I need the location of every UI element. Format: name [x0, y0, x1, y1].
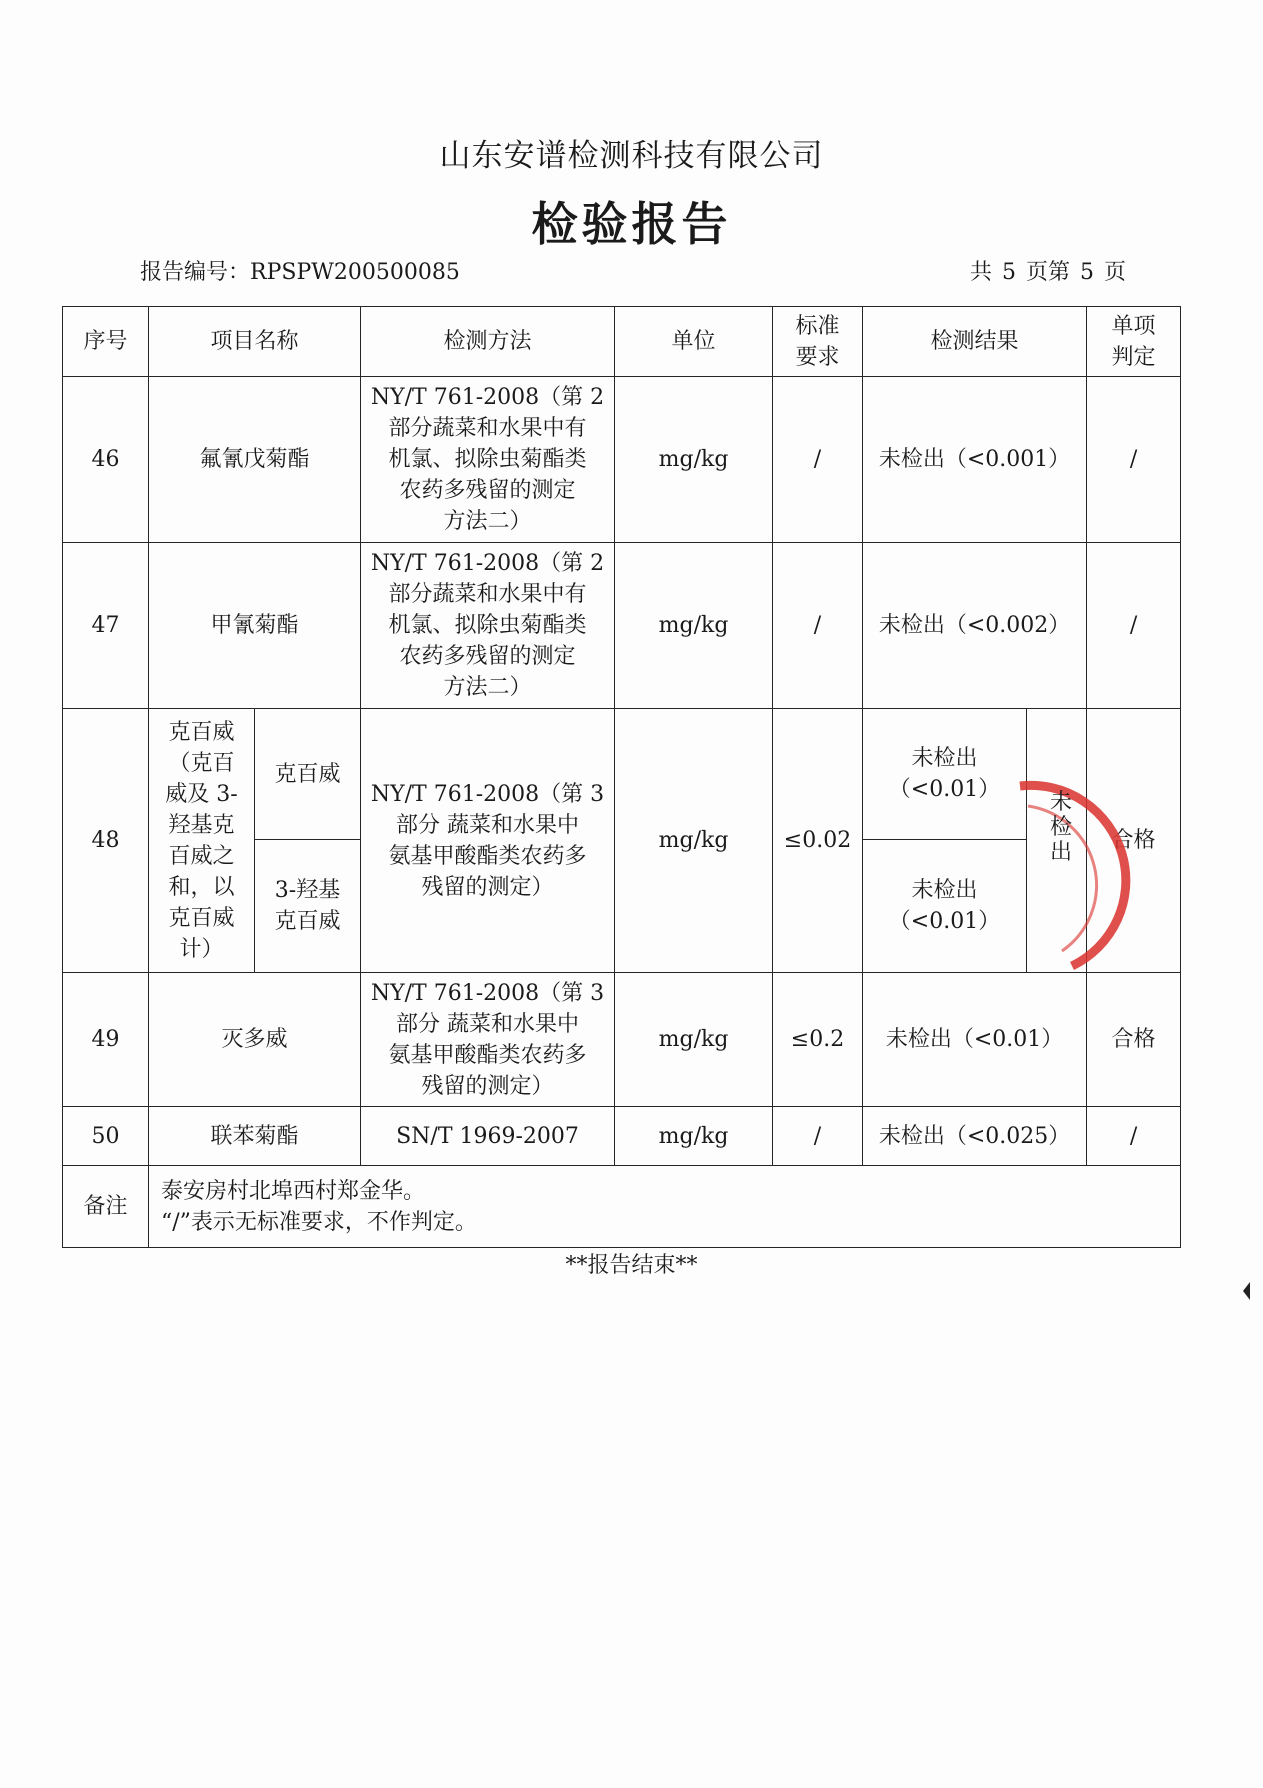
header-standard-line-2: 要求 — [795, 344, 840, 370]
sub-item-line: 克百威 — [274, 909, 341, 934]
table-row — [63, 543, 1181, 709]
item-group-line: 百威之 — [168, 843, 235, 869]
header-unit: 单位 — [615, 307, 773, 377]
method-line: NY/T 761-2008（第 2 — [370, 385, 605, 410]
combined-result-char: 检 — [1049, 815, 1072, 840]
row-method — [361, 973, 615, 1107]
item-group-line: 和，以 — [168, 874, 235, 900]
header-result: 检测结果 — [863, 307, 1087, 377]
method-line: 方法二） — [443, 675, 532, 700]
row-method — [361, 709, 615, 973]
header-standard — [773, 307, 863, 377]
row-judgement: 合格 — [1087, 973, 1181, 1107]
row-result: 未检出（<0.01） — [863, 973, 1087, 1107]
item-group-line: 羟基克 — [168, 812, 235, 838]
table-header-row — [63, 307, 1181, 377]
row-seq: 48 — [63, 709, 149, 973]
method-line: 氨基甲酸酯类农药多 — [388, 843, 587, 869]
page-edge-mark — [1243, 1282, 1250, 1300]
row-item: 甲氰菊酯 — [149, 543, 361, 709]
row-seq: 47 — [63, 543, 149, 709]
table-row — [63, 377, 1181, 543]
method-line: 农药多残留的测定 — [399, 644, 576, 669]
row-standard: / — [773, 543, 863, 709]
method-line: 残留的测定） — [421, 874, 554, 900]
page-info: 共 5 页第 5 页 — [970, 260, 1126, 285]
method-line: 机氯、拟除虫菊酯类 — [388, 613, 587, 638]
row-seq: 46 — [63, 377, 149, 543]
item-group-line: 克百威 — [168, 719, 235, 745]
method-line: 机氯、拟除虫菊酯类 — [388, 447, 587, 472]
row-unit: mg/kg — [615, 377, 773, 543]
row-item: 灭多威 — [149, 973, 361, 1107]
method-line: 方法二） — [443, 509, 532, 534]
row-sub-result — [863, 840, 1027, 973]
row-seq: 50 — [63, 1107, 149, 1166]
row-judgement: / — [1087, 377, 1181, 543]
results-table — [62, 306, 1181, 1248]
row-unit: mg/kg — [615, 1107, 773, 1166]
method-line: 部分 蔬菜和水果中 — [396, 812, 580, 838]
row-judgement: / — [1087, 543, 1181, 709]
method-line: 部分蔬菜和水果中有 — [388, 582, 587, 607]
seal-overlap-result — [1048, 790, 1074, 865]
row-unit: mg/kg — [615, 543, 773, 709]
note-line: 泰安房村北埠西村郑金华。 — [161, 1178, 426, 1204]
row-method: SN/T 1969-2007 — [361, 1107, 615, 1166]
notes-row — [63, 1166, 1181, 1248]
row-judgement: 合格 — [1087, 709, 1181, 973]
row-seq: 49 — [63, 973, 149, 1107]
method-line: NY/T 761-2008（第 2 — [370, 551, 605, 576]
row-standard: / — [773, 377, 863, 543]
row-unit: mg/kg — [615, 709, 773, 973]
sub-result-line: 未检出 — [911, 746, 978, 771]
notes-content — [149, 1166, 1181, 1248]
report-end: **报告结束** — [565, 1253, 698, 1278]
sub-result-line: （<0.01） — [888, 909, 1001, 934]
item-group-line: 计） — [179, 936, 224, 962]
document-title: 检验报告 — [531, 197, 732, 251]
header-method: 检测方法 — [361, 307, 615, 377]
header-item: 项目名称 — [149, 307, 361, 377]
row-result: 未检出（<0.025） — [863, 1107, 1087, 1166]
table-row — [63, 1107, 1181, 1166]
row-sub-item — [255, 840, 361, 973]
company-name: 山东安谱检测科技有限公司 — [439, 138, 824, 174]
header-standard-line-1: 标准 — [795, 313, 840, 339]
row-item-group — [149, 709, 255, 973]
method-line: NY/T 761-2008（第 3 — [370, 980, 605, 1006]
row-sub-item: 克百威 — [255, 709, 361, 840]
row-standard: / — [773, 1107, 863, 1166]
table-row — [63, 973, 1181, 1107]
row-judgement: / — [1087, 1107, 1181, 1166]
header-judgement-line-1: 单项 — [1111, 313, 1156, 339]
row-item: 氟氰戊菊酯 — [149, 377, 361, 543]
sub-result-line: 未检出 — [911, 878, 978, 903]
method-line: NY/T 761-2008（第 3 — [370, 781, 605, 807]
row-standard: ≤0.02 — [773, 709, 863, 973]
sub-result-line: （<0.01） — [888, 777, 1001, 802]
combined-result-char: 未 — [1049, 790, 1072, 815]
row-item: 联苯菊酯 — [149, 1107, 361, 1166]
item-group-line: 克百威 — [168, 905, 235, 931]
item-group-line: （克百 — [168, 750, 235, 776]
row-unit: mg/kg — [615, 973, 773, 1107]
sub-item-line: 3-羟基 — [274, 878, 341, 903]
item-group-line: 威及 3- — [165, 781, 238, 807]
method-line: 农药多残留的测定 — [399, 478, 576, 503]
row-result: 未检出（<0.002） — [863, 543, 1087, 709]
header-judgement-line-2: 判定 — [1111, 344, 1156, 370]
row-result: 未检出（<0.001） — [863, 377, 1087, 543]
row-method — [361, 543, 615, 709]
note-line: “/”表示无标准要求，不作判定。 — [161, 1209, 477, 1235]
row-method — [361, 377, 615, 543]
method-line: 部分 蔬菜和水果中 — [396, 1011, 580, 1037]
method-line: 部分蔬菜和水果中有 — [388, 416, 587, 441]
notes-label: 备注 — [63, 1166, 149, 1248]
report-number: 报告编号：RPSPW200500085 — [140, 260, 460, 285]
table-row — [63, 709, 1181, 840]
header-seq: 序号 — [63, 307, 149, 377]
header-judgement — [1087, 307, 1181, 377]
method-line: 残留的测定） — [421, 1073, 554, 1099]
row-sub-result — [863, 709, 1027, 840]
row-standard: ≤0.2 — [773, 973, 863, 1107]
combined-result-char: 出 — [1049, 840, 1072, 865]
method-line: 氨基甲酸酯类农药多 — [388, 1042, 587, 1068]
